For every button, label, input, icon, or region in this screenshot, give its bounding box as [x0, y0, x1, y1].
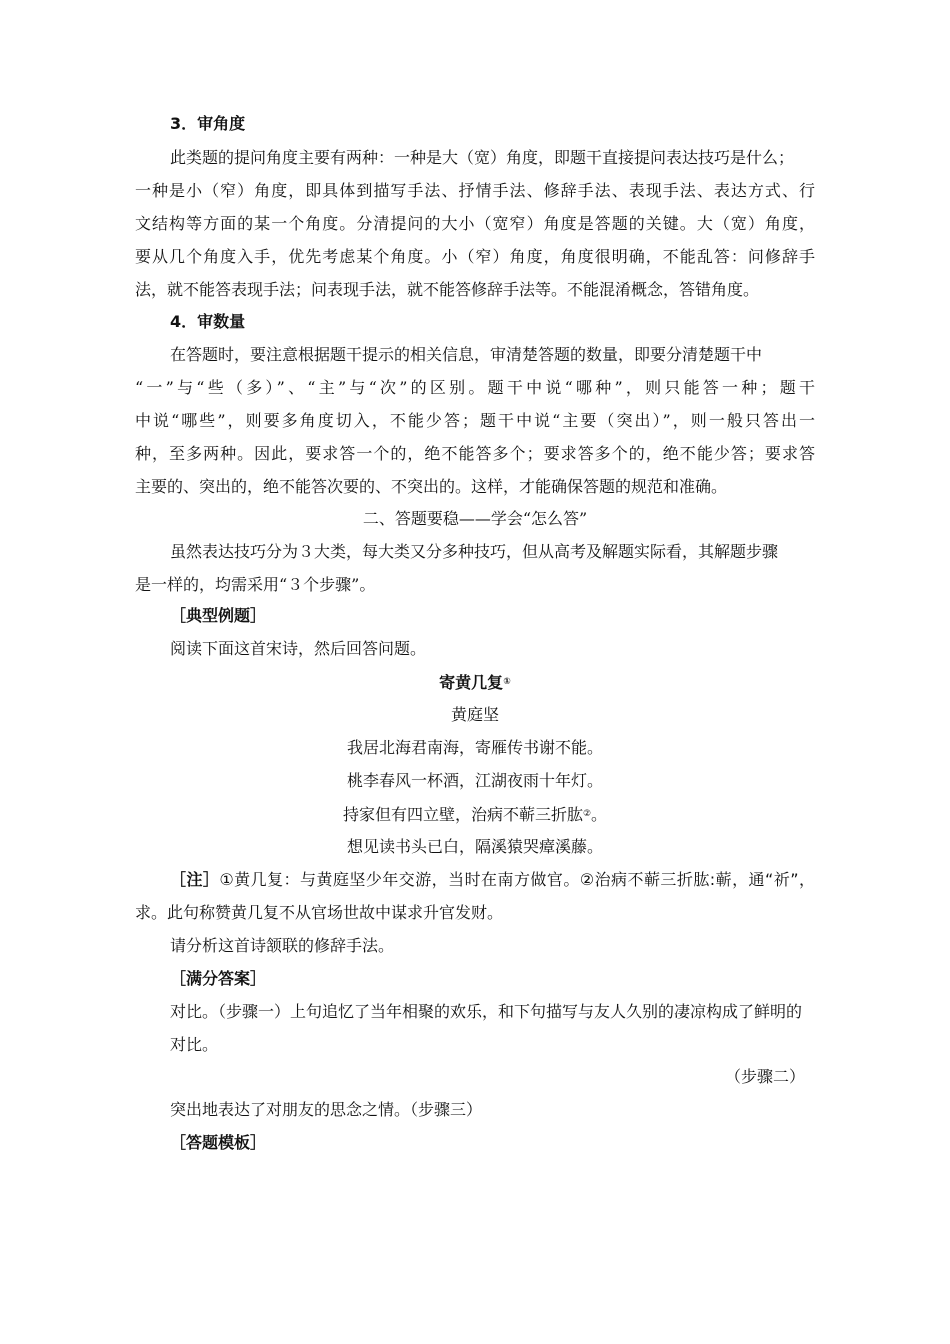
answer-line: 对比。 — [170, 1035, 219, 1054]
poem-line: 想见读书头已白，隔溪猿哭瘴溪藤。 — [346, 837, 603, 856]
poem-line-3-end: 。 — [591, 805, 608, 824]
section-4-line: 主要的、突出的，绝不能答次要的、不突出的。这样，才能确保答题的规范和准确。 — [135, 477, 728, 496]
poem-line: 我居北海君南海，寄雁传书谢不能。 — [346, 738, 603, 757]
answer-label: ［满分答案］ — [170, 969, 267, 988]
answer-step-2: （步骤二） — [724, 1067, 805, 1086]
section-4-line: 中说“哪些”，则要多角度切入，不能少答；题干中说“主要（突出）”，则一般只答出一 — [135, 411, 815, 430]
section-3-line: 此类题的提问角度主要有两种：一种是大（宽）角度，即题干直接提问表达技巧是什么； — [170, 148, 795, 167]
section-4-line: “一”与“些（多）”、“主”与“次”的区别。题干中说“哪种”，则只能答一种；题干 — [135, 378, 815, 397]
template-label: ［答题模板］ — [170, 1133, 267, 1152]
poem-title-text: 寄黄几复 — [439, 673, 504, 692]
poem-author: 黄庭坚 — [450, 705, 499, 724]
notes-line: 求。此句称赞黄几复不从官场世故中谋求升官发财。 — [135, 903, 504, 922]
section-4-line: 在答题时，要注意根据题干提示的相关信息，审清楚答题的数量，即要分清楚题干中 — [170, 345, 763, 364]
answer-line: 对比。（步骤一）上句追忆了当年相聚的欢乐，和下句描写与友人久别的凄凉构成了鲜明的 — [170, 1002, 803, 1021]
question: 请分析这首诗颔联的修辞手法。 — [170, 936, 395, 955]
part-2-line: 虽然表达技巧分为３大类，每大类又分多种技巧，但从高考及解题实际看，其解题步骤 — [170, 542, 779, 561]
part-2-line: 是一样的，均需采用“３个步骤”。 — [135, 575, 376, 594]
poem-title-note: ① — [503, 677, 511, 687]
part-2-title: 二、答题要稳——学会“怎么答” — [362, 509, 588, 528]
section-3-line: 一种是小（窄）角度，即具体到描写手法、抒情手法、修辞手法、表现手法、表达方式、行 — [135, 181, 815, 200]
section-3-line: 法，就不能答表现手法；问表现手法，就不能答修辞手法等。不能混淆概念，答错角度。 — [135, 280, 760, 299]
example-label: ［典型例题］ — [170, 606, 267, 625]
section-3-line: 文结构等方面的某一个角度。分清提问的大小（宽窄）角度是答题的关键。大（宽）角度， — [135, 214, 815, 233]
notes-line — [170, 869, 815, 891]
section-4-heading: 4．审数量 — [170, 312, 246, 331]
poem-title — [135, 671, 815, 694]
poem-line-3-text: 持家但有四立壁，治病不蕲三折肱 — [342, 805, 583, 824]
example-instruction: 阅读下面这首宋诗，然后回答问题。 — [170, 639, 427, 658]
poem-line: 桃李春风一杯酒，江湖夜雨十年灯。 — [346, 771, 603, 790]
notes-label: ［注］ — [170, 870, 220, 889]
section-4-line: 种，至多两种。因此，要求答一个的，绝不能答多个；要求答多个的，绝不能少答；要求答 — [135, 444, 815, 463]
section-3-heading: 3．审角度 — [170, 114, 246, 133]
poem-line — [135, 803, 815, 826]
answer-line: 突出地表达了对朋友的思念之情。（步骤三） — [170, 1100, 483, 1119]
poem-line-3-note: ② — [582, 809, 592, 819]
section-3-line: 要从几个角度入手，优先考虑某个角度。小（窄）角度，角度很明确，不能乱答：问修辞手 — [135, 247, 815, 266]
notes-text: ①黄几复：与黄庭坚少年交游，当时在南方做官。②治病不蕲三折肱:蕲，通“祈”， — [219, 870, 815, 889]
